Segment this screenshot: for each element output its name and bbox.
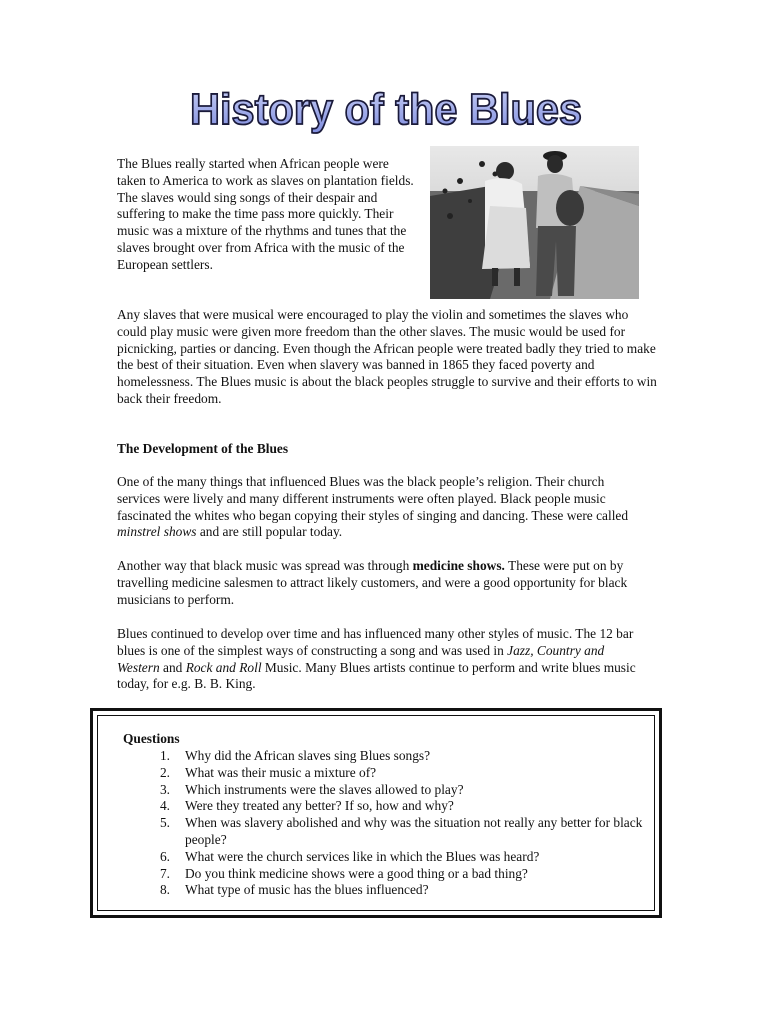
intro-paragraph-1: The Blues really started when African people were taken to America to work as slaves on plantation fields. The slaves would sing songs of their despair and suffering to make the time pass more quickly. Their music was a mixture of the rhythms and tunes that the slaves brought over from Africa with the music of the European settlers.	[117, 156, 414, 272]
list-item	[123, 849, 648, 866]
question-text: What was their music a mixture of?	[185, 764, 377, 780]
section-heading-development: The Development of the Blues	[117, 441, 289, 456]
list-item	[123, 882, 648, 899]
title-text: History of the Blues	[190, 85, 582, 134]
text-run: One of the many things that influenced Blues was the black people’s religion. Their church services were lively and many different instruments were often played. Black people music fascinated the whites who began copying their styles of singing and dancing. These were called	[117, 474, 629, 523]
development-paragraph-1	[117, 474, 647, 541]
question-text: Do you think medicine shows were a good thing or a bad thing?	[185, 865, 528, 881]
list-item	[123, 815, 648, 849]
minstrel-shows-term: minstrel shows	[117, 524, 197, 540]
text-run: Another way that black music was spread was through	[117, 558, 413, 573]
question-number: 3.	[159, 781, 170, 797]
text-run: Music. Many Blues artists continue to perform and write blues music today, for e.g. B. B. King.	[117, 659, 636, 692]
list-item	[123, 748, 648, 765]
question-text: Were they treated any better? If so, how and why?	[185, 798, 454, 814]
list-item	[123, 765, 648, 782]
medicine-shows-term: medicine shows.	[412, 558, 505, 573]
questions-title: Questions	[123, 731, 180, 746]
question-number: 8.	[159, 882, 170, 898]
question-text: What were the church services like in which the Blues was heard?	[185, 848, 540, 864]
text-run: These were put on by travelling medicine salesmen to attract likely customers, and were a good opportunity for black musicians to perform.	[117, 558, 628, 607]
question-number: 5.	[159, 815, 170, 831]
list-item	[123, 866, 648, 883]
text-run: Blues continued to develop over time and has influenced many other styles of music. The 12 bar blues is one of the simplest ways of constructing a song and was used in	[117, 626, 634, 658]
intro-paragraph-2: Any slaves that were musical were encouraged to play the violin and sometimes the slaves who could play music were given more freedom than the other slaves. The music would be used for picnicking, parties or dancing. Even though the African people were treated badly they tried to make the best of their situation. Even when slavery was banned in 1865 they faced poverty and homelessness. The Blues music is about the black peoples struggle to survive and their efforts to win back their freedom.	[117, 307, 657, 406]
question-number: 6.	[159, 848, 170, 864]
question-text: What type of music has the blues influenced?	[185, 882, 429, 898]
list-item	[123, 782, 648, 799]
question-number: 1.	[159, 748, 170, 763]
question-number: 7.	[159, 865, 170, 881]
questions-list	[123, 748, 648, 899]
page-title	[186, 84, 586, 134]
blues-musicians-photo	[430, 146, 639, 299]
genre-terms: Jazz, Country and Western	[117, 642, 605, 675]
development-paragraph-3	[117, 626, 647, 693]
development-paragraph-2	[117, 558, 647, 608]
text-run: and are still popular today.	[196, 524, 343, 540]
question-number: 4.	[159, 798, 170, 814]
list-item	[123, 798, 648, 815]
title-wordart	[186, 84, 586, 134]
question-text: Which instruments were the slaves allowed to play?	[185, 781, 464, 797]
text-run: and	[159, 659, 186, 675]
question-text: Why did the African slaves sing Blues songs?	[185, 748, 431, 763]
question-text: When was slavery abolished and why was the situation not really any better for black people?	[185, 815, 643, 847]
question-number: 2.	[159, 764, 170, 780]
genre-term-rock-and-roll: Rock and Roll	[185, 659, 262, 675]
